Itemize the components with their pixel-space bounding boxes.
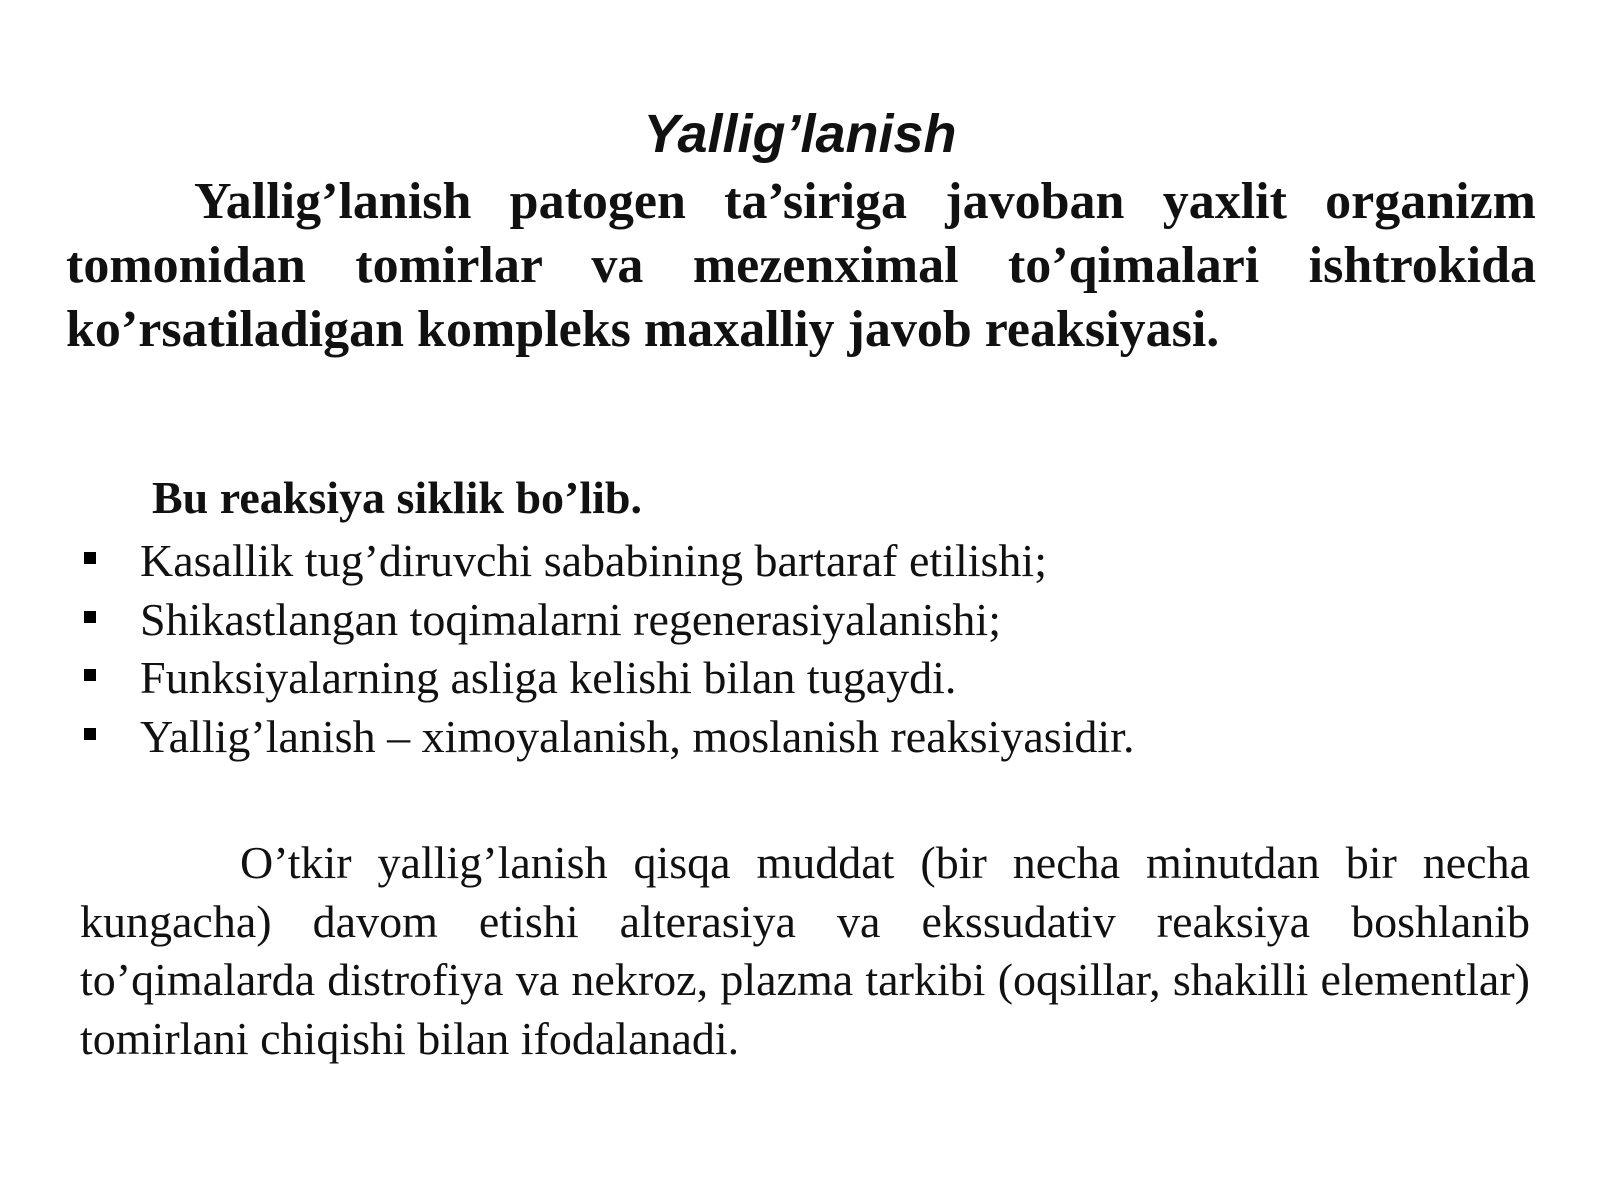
bullet-text: Funksiyalarning asliga kelishi bilan tugaydi.	[140, 652, 957, 703]
bullet-text: Shikastlangan toqimalarni regenerasiyalanishi;	[140, 593, 1001, 645]
acute-inflammation-paragraph: O’tkir yallig’lanish qisqa muddat (bir necha minutdan bir necha kungacha) davom etishi alterasiya va ekssudativ reaksiya boshlanib to’qimalarda distrofiya va nekroz, plazma tarkibi (oqsillar, shakilli elementlar) tomirlani chiqishi bilan ifodalanadi.	[80, 837, 1530, 1064]
intro-line: Bu reaksiya siklik bo’lib.	[152, 472, 642, 523]
bullet-item	[76, 591, 1476, 650]
bullet-item	[76, 708, 1476, 767]
bullet-list	[76, 532, 1476, 766]
bullet-item	[76, 649, 1476, 708]
bullet-text: Kasallik tug’diruvchi sababining bartaraf etilishi;	[140, 535, 1047, 586]
square-bullet-icon	[84, 611, 96, 623]
square-bullet-icon	[84, 552, 96, 564]
slide-title: Yallig’lanish	[643, 104, 957, 164]
definition-paragraph: Yallig’lanish patogen ta’siriga javoban yaxlit organizm tomonidan tomirlar va mezenximal to’qimalari ishtrokida ko’rsatiladigan kompleks maxalliy javob reaksiyasi.	[66, 173, 1536, 358]
bullet-item	[76, 532, 1476, 591]
square-bullet-icon	[84, 728, 96, 740]
bullet-text: Yallig’lanish – ximoyalanish, moslanish reaksiyasidir.	[140, 710, 1135, 762]
square-bullet-icon	[84, 669, 96, 681]
